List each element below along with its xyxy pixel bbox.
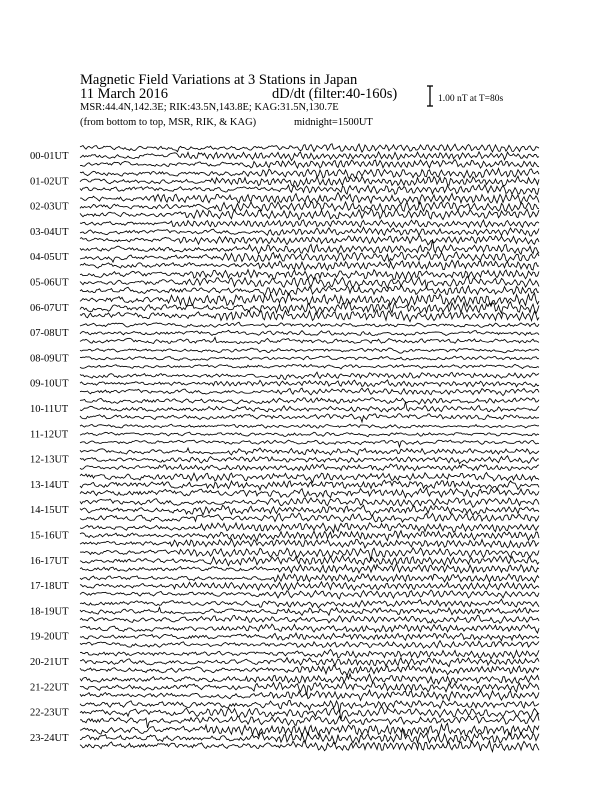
trace-msr <box>80 488 539 498</box>
trace-kag <box>80 599 539 608</box>
hour-label: 11-12UT <box>30 429 69 441</box>
hour-row <box>30 270 539 296</box>
trace-kag <box>80 398 539 404</box>
trace-msr <box>80 615 539 623</box>
hour-row <box>30 144 539 168</box>
trace-rik <box>80 658 539 667</box>
hour-row <box>30 700 539 727</box>
hour-label: 14-15UT <box>30 505 69 517</box>
hour-row <box>30 448 539 471</box>
filter-label: dD/dt (filter:40-160s) <box>272 86 398 102</box>
trace-msr <box>80 741 539 752</box>
trace-kag <box>80 144 539 152</box>
hour-label: 01-02UT <box>30 176 69 188</box>
trace-msr <box>80 337 539 343</box>
hour-label: 19-20UT <box>30 631 69 643</box>
trace-msr <box>80 713 539 728</box>
trace-rik <box>80 402 539 412</box>
hour-label: 07-08UT <box>30 328 69 340</box>
trace-kag <box>80 674 539 684</box>
hour-label: 20-21UT <box>30 657 69 668</box>
hour-label: 17-18UT <box>30 581 69 593</box>
trace-msr <box>80 414 539 422</box>
trace-msr <box>80 388 539 396</box>
trace-kag <box>80 220 539 228</box>
stations-label: MSR:44.4N,142.3E; RIK:43.5N,143.8E; KAG:31.5N,130.7E <box>80 102 339 113</box>
hour-row <box>30 723 539 751</box>
trace-rik <box>80 356 539 360</box>
hour-row <box>30 674 539 701</box>
hour-label: 03-04UT <box>30 226 69 238</box>
hour-row <box>30 649 539 675</box>
hour-row <box>30 398 539 422</box>
trace-msr <box>80 513 539 522</box>
hour-row <box>30 624 539 648</box>
hour-label: 18-19UT <box>30 606 69 618</box>
hour-row <box>30 498 539 522</box>
midnight-note: midnight=1500UT <box>294 117 373 128</box>
trace-rik <box>80 582 539 590</box>
hour-label: 08-09UT <box>30 353 69 365</box>
trace-kag <box>80 473 539 483</box>
hour-label: 05-06UT <box>30 277 69 289</box>
trace-kag <box>80 193 539 205</box>
hour-label: 15-16UT <box>30 530 69 542</box>
trace-kag <box>80 574 539 582</box>
hour-label: 00-01UT <box>30 151 69 162</box>
hour-row <box>30 293 539 322</box>
trace-msr <box>80 235 539 244</box>
hour-label: 09-10UT <box>30 378 69 390</box>
trace-kag <box>80 700 539 712</box>
trace-kag <box>80 168 539 178</box>
trace-rik <box>80 227 539 236</box>
hour-row <box>30 193 539 220</box>
trace-kag <box>80 723 539 735</box>
trace-msr <box>80 209 539 220</box>
trace-rik <box>80 330 539 335</box>
trace-msr <box>80 641 539 649</box>
stack-order-note: (from bottom to top, MSR, RIK, & KAG) <box>80 117 257 128</box>
trace-kag <box>80 322 539 327</box>
hour-label: 13-14UT <box>30 479 69 491</box>
hour-row <box>30 548 539 573</box>
trace-msr <box>80 364 539 368</box>
hour-label: 04-05UT <box>30 252 69 264</box>
trace-msr <box>80 310 539 322</box>
hour-label: 06-07UT <box>30 302 69 314</box>
hour-row <box>30 168 539 194</box>
hour-label: 21-22UT <box>30 682 69 694</box>
hour-row <box>30 523 539 548</box>
trace-kag <box>80 523 539 533</box>
hour-row <box>30 220 539 245</box>
hour-label: 12-13UT <box>30 454 69 466</box>
scale-bar <box>427 86 433 106</box>
trace-rik <box>80 633 539 641</box>
trace-rik <box>80 380 539 387</box>
trace-rik <box>80 531 539 541</box>
trace-msr <box>80 564 539 573</box>
trace-kag <box>80 448 539 455</box>
date-label: 11 March 2016 <box>80 86 169 102</box>
hour-label: 02-03UT <box>30 201 69 213</box>
trace-rik <box>80 480 539 490</box>
hour-row <box>30 239 539 270</box>
trace-msr <box>80 539 539 548</box>
trace-rik <box>80 252 539 262</box>
trace-msr <box>80 440 539 447</box>
hour-row <box>30 473 539 498</box>
trace-msr <box>80 590 539 599</box>
trace-msr <box>80 690 539 701</box>
trace-kag <box>80 624 539 633</box>
chart-title: Magnetic Field Variations at 3 Stations in Japan <box>80 72 358 88</box>
trace-msr <box>80 285 539 296</box>
trace-kag <box>80 372 539 379</box>
hour-label: 23-24UT <box>30 732 69 744</box>
trace-msr <box>80 260 539 270</box>
scale-bar-label: 1.00 nT at T=80s <box>438 94 504 104</box>
trace-msr <box>80 665 539 675</box>
trace-rik <box>80 505 539 515</box>
hour-row <box>30 424 539 447</box>
hour-row <box>30 348 539 369</box>
trace-rik <box>80 152 539 161</box>
trace-rik <box>80 456 539 464</box>
hour-label: 16-17UT <box>30 555 69 567</box>
trace-msr <box>80 160 539 169</box>
trace-kag <box>80 498 539 507</box>
hour-label: 22-23UT <box>30 707 69 719</box>
trace-msr <box>80 464 539 471</box>
hour-row <box>30 372 539 396</box>
hour-rows <box>30 144 539 752</box>
trace-kag <box>80 348 539 353</box>
hour-label: 10-11UT <box>30 404 69 415</box>
hour-row <box>30 599 539 623</box>
hour-row <box>30 574 539 599</box>
trace-kag <box>80 424 539 428</box>
trace-msr <box>80 185 539 195</box>
trace-rik <box>80 607 539 615</box>
trace-rik <box>80 682 539 696</box>
trace-rik <box>80 432 539 437</box>
hour-row <box>30 322 539 344</box>
trace-kag <box>80 270 539 280</box>
